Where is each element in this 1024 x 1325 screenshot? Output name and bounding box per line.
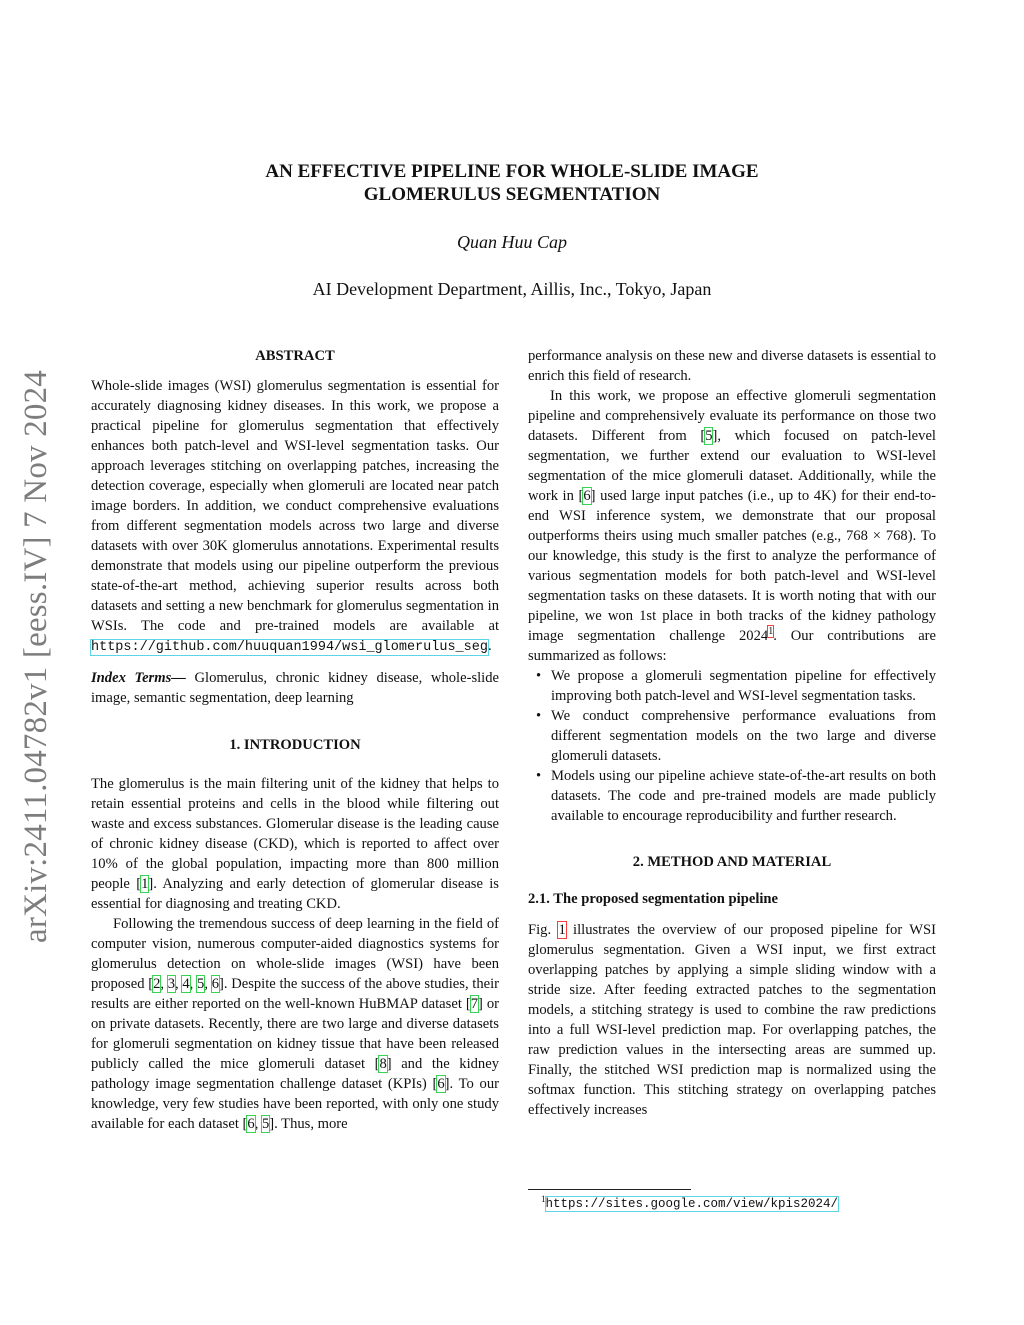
affiliation: AI Development Department, Aillis, Inc., Tokyo, Japan (312, 279, 712, 299)
citation-link[interactable]: 8 (379, 1056, 387, 1072)
intro-heading: 1. INTRODUCTION (229, 737, 361, 753)
citation-link[interactable]: 6 (211, 976, 219, 992)
citation-link[interactable]: 6 (247, 1116, 255, 1132)
intro-paragraph-1: The glomerulus is the main filtering unit of the kidney that helps to retain essential proteins and cells in the blood while filtering out waste and excess substances. Glomerular disease is the leading cause of chronic kidney disease (CKD), which is reported to affect over 10% of the global population, impacting more than 800 million people [1]. Analyzing and early detection of glomerular disease is essential for diagnosing and treating CKD. (91, 776, 499, 912)
citation-link[interactable]: 1 (141, 876, 149, 892)
intro-paragraph-2: Following the tremendous success of deep learning in the field of computer vision, numerous computer-aided diagnostics systems for glomerulus detection on whole-slide images (WSI) have been proposed [2, 3, 4, 5, 6]. Despite the success of the above studies, their results are either reported on the well-known HuBMAP dataset [7] or on private datasets. Recently, there are two large and diverse datasets for glomeruli segmentation on kidney tissue that have been released publicly called the mice glomeruli dataset [8] and the kidney pathology image segmentation challenge dataset (KPIs) [6]. To our knowledge, very few studies have been reported, with only one study available for each dataset [6, 5]. Thus, more (91, 916, 500, 1132)
footnote-ref[interactable]: 1 (768, 626, 774, 638)
citation-link[interactable]: 7 (470, 996, 479, 1012)
code-repo-link[interactable]: https://github.com/huuquan1994/wsi_glomerulus_seg (91, 640, 488, 655)
abstract-text: Whole-slide images (WSI) glomerulus segmentation is essential for accurately diagnosing kidney diseases. In this work, we propose a practical pipeline for glomerulus segmentation that effectively enhances both patch-level and WSI-level segmentation tasks. Our approach leverages stitching on overlapping patches, increasing the detection coverage, especially when glomeruli are located near patch image borders. In addition, we conduct comprehensive evaluations from different segmentation models across two large and diverse datasets with over 30K glomerulus annotations. Experimental results demonstrate that models using our pipeline outperform the previous state-of-the-art method, achieving superior results across both datasets and setting a new benchmark for glomerulus segmentation in WSIs. The code and pre-trained models are available at https://github.com/huuquan1994/wsi_glomerulus_seg. (91, 378, 499, 655)
subsection-heading: 2.1. The proposed segmentation pipeline (528, 891, 779, 907)
contributions-list (528, 666, 936, 826)
list-item: • We conduct comprehensive performance evaluations from different segmentation models on the two large and diverse glomeruli datasets. (536, 708, 936, 764)
list-item: • We propose a glomeruli segmentation pipeline for effectively improving both patch-level and WSI-level segmentation tasks. (536, 668, 936, 704)
citation-link[interactable]: 2 (153, 976, 161, 992)
citation-link[interactable]: 6 (583, 488, 591, 504)
citation-link[interactable]: 3 (167, 976, 176, 992)
figure-ref-link[interactable]: 1 (558, 922, 566, 938)
citation-link[interactable]: 5 (705, 428, 713, 444)
citation-link[interactable]: 4 (182, 976, 190, 992)
footnote-link[interactable]: https://sites.google.com/view/kpis2024/ (545, 1197, 839, 1211)
citation-link[interactable]: 5 (197, 976, 205, 992)
left-column (91, 346, 499, 1134)
citation-link[interactable]: 6 (437, 1076, 445, 1092)
intro-paragraph-3: performance analysis on these new and diverse datasets is essential to enrich this field of research. (528, 348, 936, 384)
citation-link[interactable]: 5 (261, 1116, 270, 1132)
title-line-2: GLOMERULUS SEGMENTATION (363, 184, 661, 205)
arxiv-stamp: arXiv:2411.04782v1 [eess.IV] 7 Nov 2024 (18, 370, 54, 943)
author-name: Quan Huu Cap (456, 232, 567, 252)
footnote-rule (528, 1189, 691, 1190)
intro-paragraph-4: In this work, we propose an effective glomeruli segmentation pipeline and comprehensively evaluate its performance on those two datasets. Different from [5], which focused on patch-level segmentation, we further extend our evaluation to WSI-level segmentation of the mice glomeruli dataset. Additionally, while the work in [6] used large input patches (i.e., up to 4K) for their end-to-end WSI inference system, we demonstrate that our proposal outperforms theirs using much smaller patches (e.g., 768 × 768). To our knowledge, this study is the first to analyze the performance of various segmentation models for both patch-level and WSI-level segmentation tasks on these datasets. It is worth noting that with our pipeline, we won 1st place in both tracks of the kidney pathology image segmentation challenge 2024$^1$. Our contributions are summarized as follows: (528, 388, 937, 664)
list-item: • Models using our pipeline achieve state-of-the-art results on both datasets. The code and pre-trained models are made publicly available to encourage reproducibility and further research. (536, 768, 936, 824)
paper-title (0, 160, 1024, 206)
method-heading: 2. METHOD AND MATERIAL (632, 854, 832, 870)
title-line-1: AN EFFECTIVE PIPELINE FOR WHOLE-SLIDE IMAGE (265, 161, 759, 182)
abstract-heading: ABSTRACT (255, 348, 335, 364)
right-column (528, 346, 936, 1120)
method-paragraph: Fig. 1 illustrates the overview of our proposed pipeline for WSI glomerulus segmentation. Given a WSI input, we first extract overlapping patches by applying a simple sliding window with a stride size. After feeding extracted patches to the segmentation models, a stitching strategy is used to combine the raw predictions into a full WSI-level prediction map. For overlapping patches, the raw prediction values in the intersecting areas are summed up. Finally, the stitched WSI prediction map is normalized using the softmax function. This stitching strategy on overlapping patches effectively increases (528, 922, 936, 1118)
index-terms-label: Index Terms— (91, 670, 186, 686)
index-terms: Index Terms— Glomerulus, chronic kidney disease, whole-slide image, semantic segmentation, deep learning (91, 670, 500, 706)
footnote: $^1$https://sites.google.com/view/kpis2024/ (541, 1194, 839, 1211)
